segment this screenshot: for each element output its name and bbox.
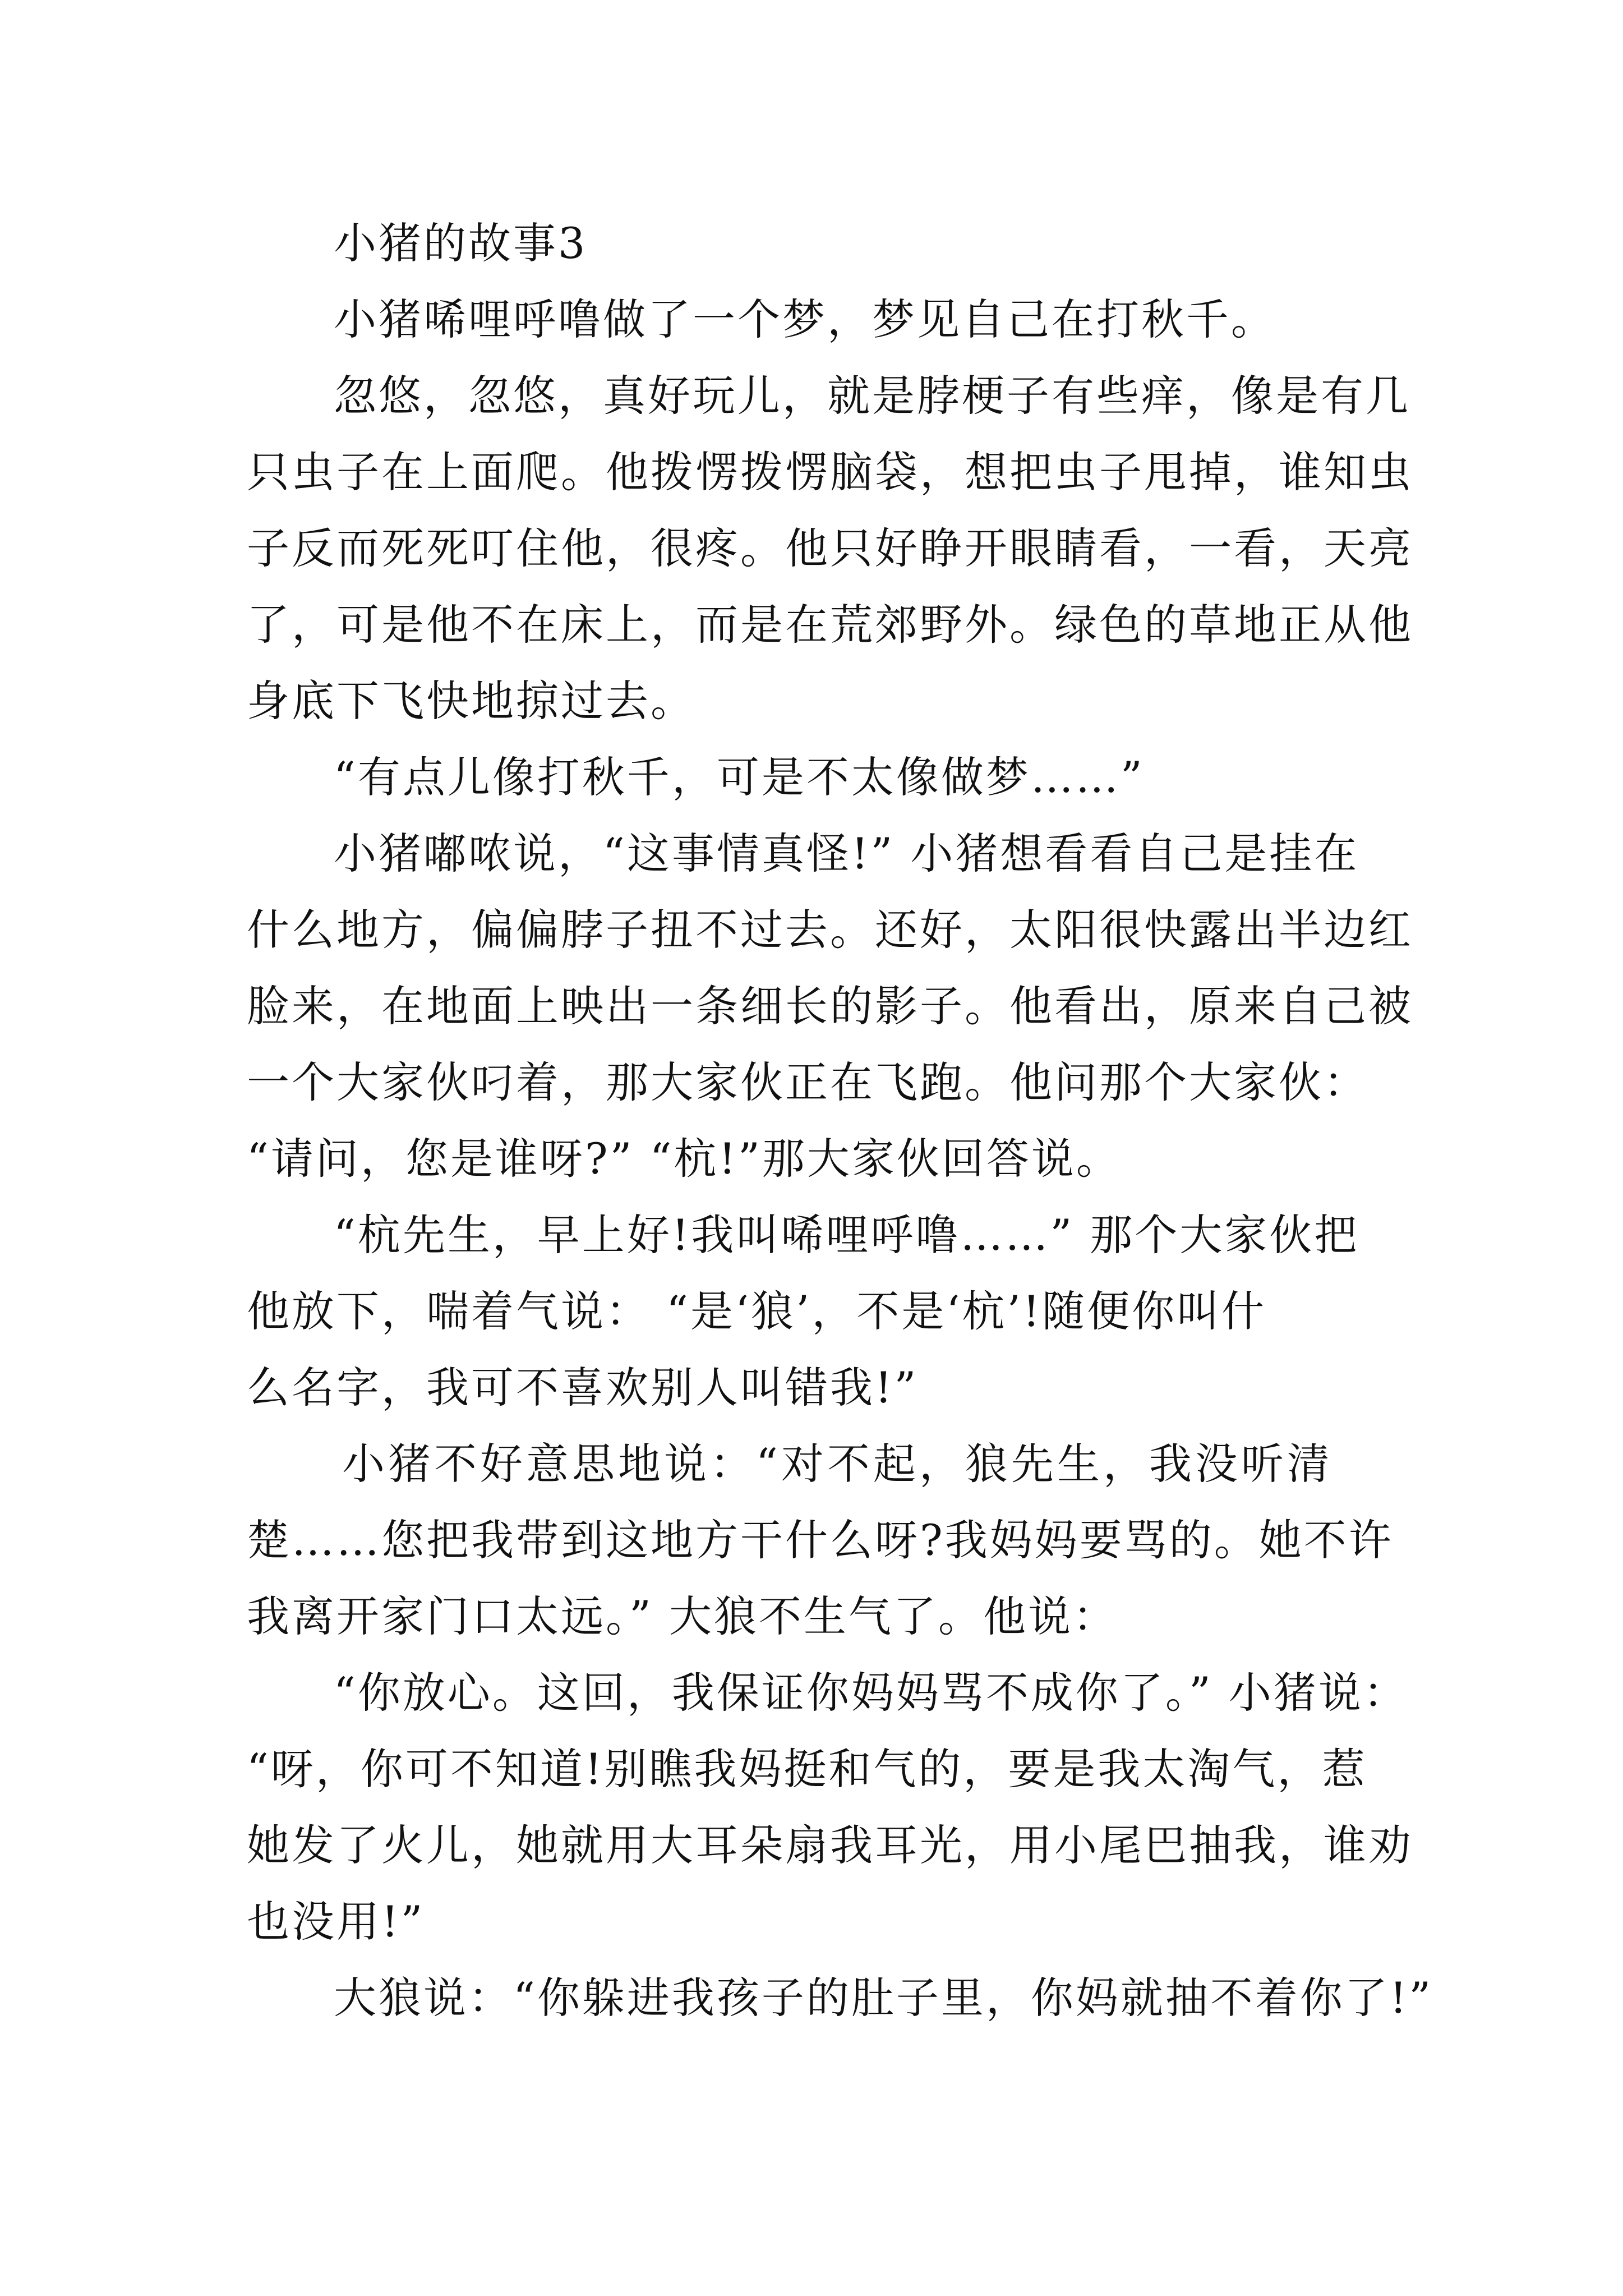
text-line: 他放下，喘着气说： “是‘狼’，不是‘杭’!随便你叫什 [247,1286,1267,1336]
text-line: “你放心。这回，我保证你妈妈骂不成你了。” 小猪说： [334,1668,1408,1718]
text-line: 什么地方，偏偏脖子扭不过去。还好，太阳很快露出半边红 [247,905,1413,955]
text-line: “有点儿像打秋千，可是不太像做梦……” [334,752,1145,802]
text-line: 忽悠，忽悠，真好玩儿，就是脖梗子有些痒，像是有几 [334,371,1410,421]
text-line: 小猪嘟哝说，“这事情真怪!” 小猪想看看自己是挂在 [334,829,1359,878]
text-line: 小猪不好意思地说：“对不起，狼先生，我没听清 [342,1439,1333,1489]
text-line: 一个大家伙叼着，那大家伙正在飞跑。他问那个大家伙： [247,1057,1368,1107]
text-line: 楚……您把我带到这地方干什么呀?我妈妈要骂的。她不许 [247,1515,1394,1565]
text-line: 子反而死死叮住他，很疼。他只好睁开眼睛看，一看，天亮 [247,523,1413,573]
text-line: “杭先生，早上好!我叫唏哩呼噜……” 那个大家伙把 [334,1210,1359,1260]
text-line: 她发了火儿，她就用大耳朵扇我耳光，用小尾巴抽我，谁劝 [247,1820,1413,1870]
text-line: 只虫子在上面爬。他拨愣拨愣脑袋，想把虫子甩掉，谁知虫 [247,447,1413,497]
text-line: 小猪唏哩呼噜做了一个梦，梦见自己在打秋千。 [334,295,1276,344]
text-line: “请问，您是谁呀?” “杭!”那大家伙回答说。 [247,1134,1121,1184]
text-line: “呀，你可不知道!别瞧我妈挺和气的，要是我太淘气，惹 [247,1744,1367,1794]
document-title: 小猪的故事3 [334,218,588,268]
text-line: 脸来，在地面上映出一条细长的影子。他看出，原来自己被 [247,981,1413,1031]
text-line: 也没用!” [247,1897,425,1947]
text-line: 了，可是他不在床上，而是在荒郊野外。绿色的草地正从他 [247,600,1413,650]
text-line: 么名字，我可不喜欢别人叫错我!” [247,1363,919,1412]
text-line: 大狼说：“你躲进我孩子的肚子里，你妈就抽不着你了!” [334,1973,1433,2023]
text-line: 我离开家门口太远。” 大狼不生气了。他说： [247,1591,1118,1641]
text-line: 身底下飞快地掠过去。 [247,676,695,726]
